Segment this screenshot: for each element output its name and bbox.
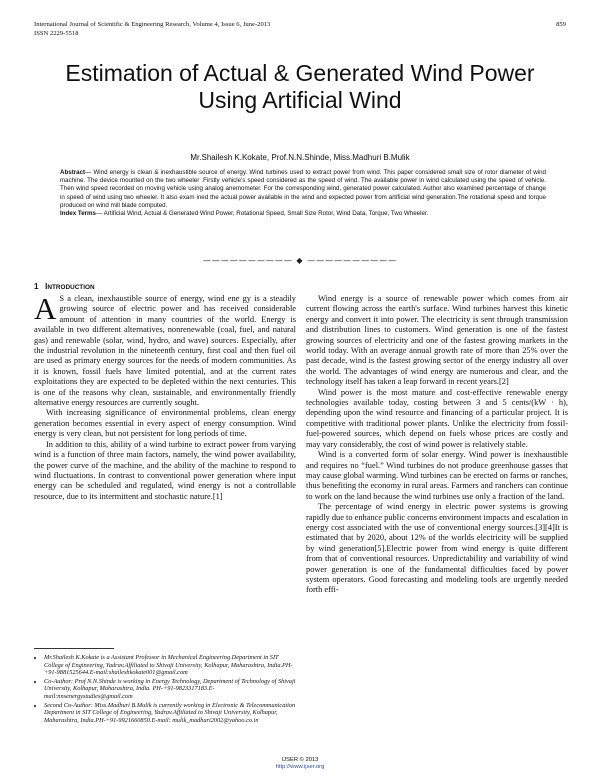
title-line-1: Estimation of Actual & Generated Wind Power bbox=[65, 60, 535, 86]
paragraph: The percentage of wind energy in electric power systems is growing rapidly due to enhance public concerns environment impacts and escalation in energy cost associated with the use of conventional energy sources.[3][4]It is estimated that by 2020, about 12% of the worlds electricity will be supplied by wind generation[5].Electric power from wind energy is quite different from that of conventional resources. Unpredictability and variability of wind power generation is one of the fundamental difficulties faced by power system operators. Good forecasting and modeling tools are urgently needed forth effi- bbox=[306, 502, 568, 595]
index-terms-text: — Artificial Wind, Actual & Generated Wind Power, Rotational Speed, Small Size Rotor, Wind Data, Torque, Two Wheeler. bbox=[96, 210, 429, 218]
footnote-rule bbox=[34, 648, 114, 649]
paragraph: Wind is a converted form of solar energy. Wind power is inexhaustible and requires no “fuel.” Wind turbines do not produce greenhouse gasses that may cause global warming. Wind turbines can be erected on farms or ranches, thus benefiting the economy in rural areas. Farmers and ranchers can continue to work on the land because the wind turbines use only a fraction of the land. bbox=[306, 450, 568, 501]
footnote: • Second Co-Author: Miss.Madhuri B.Mulik is currently working in Electronic & Telecommunication Department in SIT College of Engineering, Yadrav.Affiliated to Shivaji University, Kolhapur, Maharashtra, India.PH-+91-9921660850.E-mail: mulik_madhuri2002@yahoo.co.in bbox=[44, 702, 296, 725]
paragraph-text: S a clean, inexhaustible source of energy, wind ene gy is a steadily growing source of electric power and has received considerable amount of attention in many countries of the world. Energy is available in two different alternatives, nonrenewable (coal, fuel, and natural gas) and renewable (solar, wind, hydro, and wave) sources. Especially, after the industrial revolution in the nineteenth century, first coal and then fuel oil are used as primary energy sources for the needs of modern communities. As it is known, fossil fuels have limited potential, and at the current rates exploitations they are expected to be depleted within the next centuries. This is one of the reasons why clean, sustainable, and environmentally friendly alternative energy resources are currently sought. bbox=[34, 294, 296, 408]
section-first-letter: I bbox=[45, 282, 48, 291]
footnote: • Mr.Shailesh K.Kokate is a Assistant Professor in Mechanical Engineering Department in SIT College of Engineering, Yadrav.Affiliated to Shivaji University, Kolhapur, Maharashtra, India.PH-+91-9881525644.E-mail:shaileshkokate001@gmail.com bbox=[44, 654, 296, 677]
journal-line: International Journal of Scientific & Engineering Research, Volume 4, Issue 6, June-2013 bbox=[34, 21, 271, 28]
paragraph: Wind power is the most mature and cost-effective renewable energy technologies available today, costing between 3 and 5 cents/(kW · h), depending upon the wind resource and financing of a particular project. It is competitive with traditional power plants. Unlike the electricity from fossil-fuel-powered sources, which depend on fuels whose prices are costly and may vary considerably, the cost of wind power is relatively stable. bbox=[306, 387, 568, 449]
page-number: 859 bbox=[556, 21, 566, 28]
abstract-label: Abstract bbox=[60, 169, 86, 176]
section-number: 1 bbox=[34, 282, 39, 291]
paragraph: In addition to this, ability of a wind turbine to extract power from varying wind is a function of three main factors, namely, the wind power availability, the power curve of the machine, and the ability of the machine to respond to wind fluctuations. In contrast to conventional power generation where input energy can be scheduled and regulated, wind energy is not a controllable resource, due to its intermittent and stochastic nature.[1] bbox=[34, 439, 296, 501]
authors: Mr.Shailesh K.Kokate, Prof.N.N.Shinde, Miss.Madhuri B.Mulik bbox=[190, 153, 410, 162]
section-heading bbox=[34, 282, 95, 291]
section-divider: —————————— ◆ —————————— bbox=[202, 256, 398, 265]
footnotes bbox=[34, 654, 296, 725]
paragraph: With increasing significance of environmental problems, clean energy generation becomes essential in every aspect of energy consumption. Wind energy is very clean, but not persistent for long periods of time. bbox=[34, 408, 296, 439]
issn: ISSN 2229-5518 bbox=[34, 30, 79, 37]
running-header bbox=[34, 20, 566, 38]
index-terms-label: Index Terms bbox=[60, 210, 96, 218]
paper-title bbox=[20, 60, 580, 114]
copyright: IJSER © 2013 bbox=[281, 757, 319, 763]
paragraph bbox=[34, 291, 296, 408]
footnote: • Co-Author: Prof N.N.Shinde is working in Energy Technology, Department of Technology of Shivaji University, Kolhapur, Maharashtra, India. PH-+91-9823317183.E-mail:nnsenergystudies@gmail.com bbox=[44, 678, 296, 701]
journal-url-link[interactable]: http://www.ijser.org bbox=[275, 764, 325, 770]
abstract-text: — Wind energy is clean & inexhaustible source of energy. Wind turbines used to extract power from wind. This paper considered small size of rotor diameter of wind machine. The device mounted on the two wheeler .Firstly vehicle's speed considered as the speed of wind. The available power in wind calculated using the speed of vehicle. Then wind speed recorded on moving vehicle using analog anemometer. For the corresponding wind, generated power calculated. Author also examined percentage of change in speed of wind using two wheeler. It also exam ined the actual power available in the wind and expected power from artificial wind generation.The rotational speed and torque produced on wind mill blade computed. bbox=[60, 169, 546, 209]
left-column bbox=[34, 291, 296, 502]
page-footer bbox=[0, 757, 600, 771]
section-title-rest: NTRODUCTION bbox=[47, 284, 95, 291]
drop-cap: A bbox=[34, 291, 57, 326]
right-column bbox=[306, 294, 568, 596]
title-line-2: Using Artificial Wind bbox=[198, 87, 402, 113]
paragraph: Wind energy is a source of renewable power which comes from air current flowing across the earth's surface. Wind turbines harvest this kinetic energy and convert it into power. The electricity is sent through transmission and distribution lines to customers. Wind generation is one of the fastest growing sources of electricity and one of the fastest growing markets in the world today. With an average annual growth rate of more than 25% over the past decade, wind is the fastest growing sector of the energy industry all over the world. The advantages of wind energy are numerous and clear, and the technology itself has taken a leap forward in recent years.[2] bbox=[306, 294, 568, 387]
abstract bbox=[60, 169, 546, 218]
